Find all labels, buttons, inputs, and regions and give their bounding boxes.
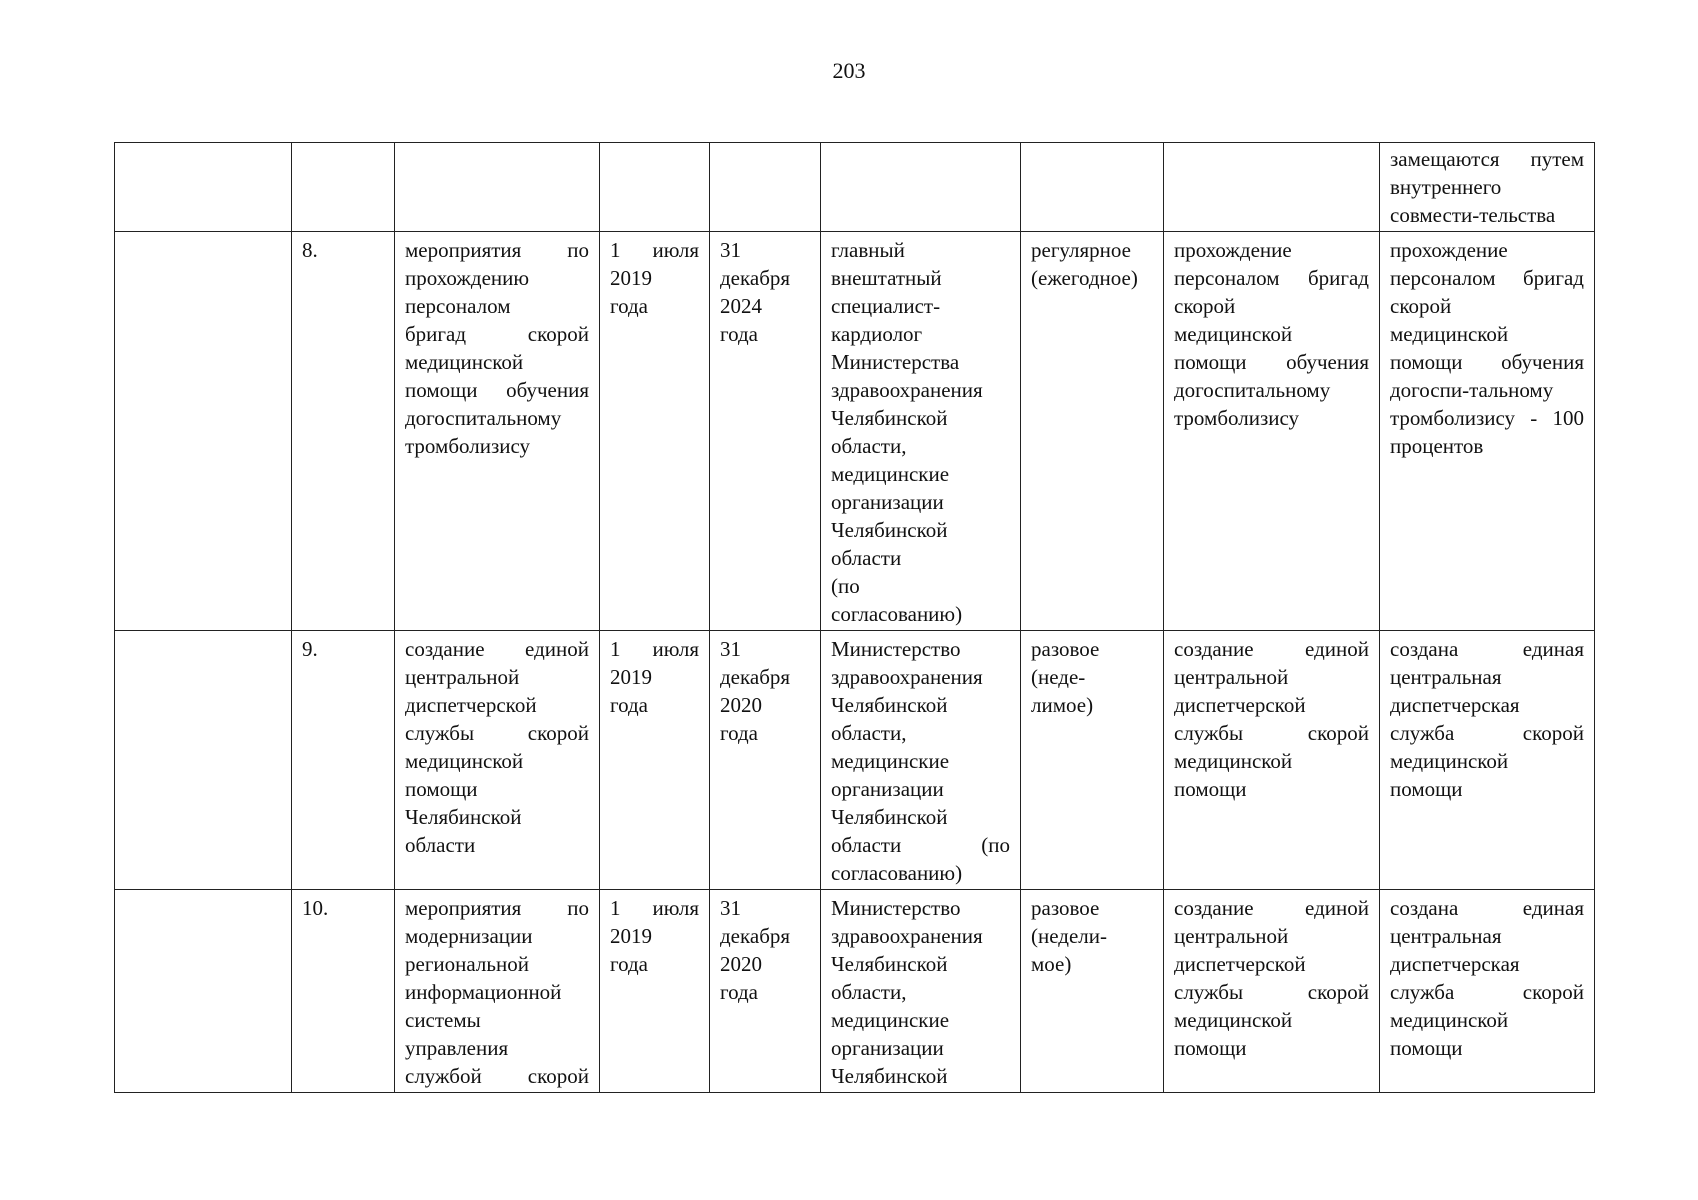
cell-text-line: медицинской: [405, 749, 524, 773]
cell-text-line: кардиолог: [831, 322, 923, 346]
cell-text-line: Челябинской: [831, 805, 948, 829]
cell-text-line: помощи обучения: [1174, 350, 1369, 374]
cell-text-line: 9.: [302, 637, 318, 661]
blank-column-cell: [115, 631, 292, 890]
cell-text-line: области: [405, 833, 476, 857]
cell-text-line: организации: [831, 1036, 944, 1060]
cell-text-line: медицинской: [1174, 322, 1293, 346]
end-date-cell: [710, 143, 821, 232]
cell-text-line: (по: [831, 574, 860, 598]
cell-text-line: года: [720, 322, 758, 346]
cell-text-line: области (по: [831, 833, 1010, 857]
cell-text-line: прохождение: [1390, 238, 1508, 262]
cell-text-line: года: [610, 952, 648, 976]
cell-text-line: догоспитальному: [405, 406, 562, 430]
indicator-cell: [1380, 890, 1595, 1093]
cell-text-line: службы скорой: [1174, 721, 1369, 745]
cell-text-line: разовое: [1031, 637, 1100, 661]
cell-text-line: 1 июля: [610, 896, 699, 920]
item-number-cell: [292, 143, 395, 232]
cell-text-line: помощи: [405, 777, 478, 801]
cell-text-line: центральной: [1174, 924, 1289, 948]
start-date-cell: [600, 143, 710, 232]
cell-text-line: организации: [831, 777, 944, 801]
blank-column-cell: [115, 890, 292, 1093]
cell-text-line: разовое: [1031, 896, 1100, 920]
cell-text-line: (ежегодное): [1031, 266, 1138, 290]
characteristic-cell: [1021, 143, 1164, 232]
cell-text-line: служба скорой: [1390, 980, 1584, 1004]
cell-text-line: года: [610, 294, 648, 318]
cell-text-line: организации: [831, 490, 944, 514]
responsible-executor-cell: [821, 631, 1021, 890]
cell-text-line: мероприятия по: [405, 896, 589, 920]
cell-text-line: помощи: [1174, 777, 1247, 801]
cell-text-line: области,: [831, 980, 907, 1004]
cell-text-line: Челябинской: [831, 406, 948, 430]
cell-text-line: года: [720, 721, 758, 745]
cell-text-line: создание единой: [1174, 896, 1369, 920]
cell-text-line: 2020: [720, 693, 762, 717]
cell-text-line: региональной: [405, 952, 529, 976]
cell-text-line: Министерства: [831, 350, 960, 374]
cell-text-line: специалист-: [831, 294, 941, 318]
cell-text-line: (недели-: [1031, 924, 1107, 948]
end-date-cell: [710, 890, 821, 1093]
characteristic-cell: [1021, 890, 1164, 1093]
activities-table: [114, 142, 1595, 1093]
item-number-cell: [292, 631, 395, 890]
end-date-cell: [710, 631, 821, 890]
expected-result-cell: [1164, 143, 1380, 232]
cell-text-line: 31: [720, 238, 741, 262]
blank-column-cell: [115, 232, 292, 631]
cell-text-line: Министерство: [831, 896, 961, 920]
cell-text-line: центральная: [1390, 665, 1502, 689]
cell-text-line: догоспитальному: [1174, 378, 1331, 402]
responsible-executor-cell: [821, 143, 1021, 232]
cell-text-line: 2024: [720, 294, 762, 318]
cell-text-line: здравоохранения: [831, 665, 983, 689]
cell-text-line: диспетчерской: [1174, 693, 1306, 717]
cell-text-line: диспетчерской: [1174, 952, 1306, 976]
cell-text-line: Челябинской: [405, 805, 522, 829]
cell-text-line: персоналом бригад: [1390, 266, 1584, 290]
cell-text-line: скорой: [1174, 294, 1236, 318]
cell-text-line: тромболизису: [1174, 406, 1300, 430]
cell-text-line: замещаются путем: [1390, 147, 1584, 171]
cell-text-line: согласованию): [831, 602, 963, 626]
cell-text-line: здравоохранения: [831, 924, 983, 948]
cell-text-line: центральной: [405, 665, 520, 689]
cell-text-line: Министерство: [831, 637, 961, 661]
cell-text-line: создание единой: [1174, 637, 1369, 661]
table-row: [115, 232, 1595, 631]
cell-text-line: Челябинской: [831, 952, 948, 976]
cell-text-line: лимое): [1031, 693, 1094, 717]
cell-text-line: внутреннего: [1390, 175, 1502, 199]
table-row: [115, 143, 1595, 232]
item-number-cell: [292, 232, 395, 631]
cell-text-line: мое): [1031, 952, 1072, 976]
cell-text-line: управления: [405, 1036, 509, 1060]
cell-text-line: 31: [720, 896, 741, 920]
cell-text-line: центральной: [1174, 665, 1289, 689]
cell-text-line: диспетчерской: [405, 693, 537, 717]
cell-text-line: службой скорой: [405, 1064, 589, 1088]
table-row: [115, 631, 1595, 890]
item-number-cell: [292, 890, 395, 1093]
cell-text-line: медицинские: [831, 749, 950, 773]
cell-text-line: догоспи-тальному: [1390, 378, 1554, 402]
cell-text-line: диспетчерская: [1390, 952, 1520, 976]
cell-text-line: медицинской: [1390, 1008, 1509, 1032]
cell-text-line: медицинской: [1390, 322, 1509, 346]
cell-text-line: 2019: [610, 266, 652, 290]
cell-text-line: службы скорой: [405, 721, 589, 745]
cell-text-line: Челябинской: [831, 693, 948, 717]
cell-text-line: медицинской: [1174, 1008, 1293, 1032]
cell-text-line: 31: [720, 637, 741, 661]
cell-text-line: года: [610, 693, 648, 717]
characteristic-cell: [1021, 232, 1164, 631]
cell-text-line: скорой: [1390, 294, 1452, 318]
activity-name-cell: [395, 143, 600, 232]
cell-text-line: декабря: [720, 924, 791, 948]
table-row: [115, 890, 1595, 1093]
activity-name-cell: [395, 890, 600, 1093]
cell-text-line: медицинской: [405, 350, 524, 374]
cell-text-line: Челябинской: [831, 1064, 948, 1088]
cell-text-line: 2020: [720, 952, 762, 976]
start-date-cell: [600, 890, 710, 1093]
cell-text-line: области,: [831, 434, 907, 458]
cell-text-line: прохождению: [405, 266, 530, 290]
page-number: 203: [832, 58, 866, 83]
cell-text-line: тромболизису - 100: [1390, 406, 1584, 430]
cell-text-line: системы: [405, 1008, 481, 1032]
cell-text-line: медицинские: [831, 1008, 950, 1032]
cell-text-line: 2019: [610, 665, 652, 689]
cell-text-line: прохождение: [1174, 238, 1292, 262]
expected-result-cell: [1164, 890, 1380, 1093]
end-date-cell: [710, 232, 821, 631]
responsible-executor-cell: [821, 890, 1021, 1093]
cell-text-line: помощи обучения: [1390, 350, 1584, 374]
indicator-cell: [1380, 232, 1595, 631]
cell-text-line: создание единой: [405, 637, 589, 661]
cell-text-line: 2019: [610, 924, 652, 948]
cell-text-line: главный: [831, 238, 905, 262]
cell-text-line: 1 июля: [610, 637, 699, 661]
cell-text-line: области: [831, 546, 902, 570]
start-date-cell: [600, 631, 710, 890]
cell-text-line: медицинские: [831, 462, 950, 486]
blank-column-cell: [115, 143, 292, 232]
cell-text-line: помощи: [1174, 1036, 1247, 1060]
cell-text-line: мероприятия по: [405, 238, 589, 262]
cell-text-line: регулярное: [1031, 238, 1131, 262]
cell-text-line: бригад скорой: [405, 322, 589, 346]
cell-text-line: внештатный: [831, 266, 942, 290]
characteristic-cell: [1021, 631, 1164, 890]
cell-text-line: медицинской: [1390, 749, 1509, 773]
cell-text-line: модернизации: [405, 924, 533, 948]
cell-text-line: персоналом: [405, 294, 511, 318]
cell-text-line: совмести-тельства: [1390, 203, 1556, 227]
cell-text-line: Челябинской: [831, 518, 948, 542]
cell-text-line: года: [720, 980, 758, 1004]
activity-name-cell: [395, 631, 600, 890]
cell-text-line: процентов: [1390, 434, 1484, 458]
cell-text-line: служба скорой: [1390, 721, 1584, 745]
cell-text-line: 1 июля: [610, 238, 699, 262]
cell-text-line: информационной: [405, 980, 562, 1004]
cell-text-line: помощи: [1390, 1036, 1463, 1060]
cell-text-line: персоналом бригад: [1174, 266, 1369, 290]
cell-text-line: создана единая: [1390, 896, 1584, 920]
expected-result-cell: [1164, 631, 1380, 890]
cell-text-line: центральная: [1390, 924, 1502, 948]
cell-text-line: (неде-: [1031, 665, 1086, 689]
activity-name-cell: [395, 232, 600, 631]
indicator-cell: [1380, 631, 1595, 890]
responsible-executor-cell: [821, 232, 1021, 631]
cell-text-line: 10.: [302, 896, 329, 920]
cell-text-line: 8.: [302, 238, 318, 262]
cell-text-line: создана единая: [1390, 637, 1584, 661]
cell-text-line: диспетчерская: [1390, 693, 1520, 717]
expected-result-cell: [1164, 232, 1380, 631]
cell-text-line: области,: [831, 721, 907, 745]
cell-text-line: помощи: [1390, 777, 1463, 801]
cell-text-line: здравоохранения: [831, 378, 983, 402]
cell-text-line: медицинской: [1174, 749, 1293, 773]
cell-text-line: службы скорой: [1174, 980, 1369, 1004]
start-date-cell: [600, 232, 710, 631]
cell-text-line: согласованию): [831, 861, 963, 885]
indicator-cell: [1380, 143, 1595, 232]
cell-text-line: помощи обучения: [405, 378, 589, 402]
cell-text-line: тромболизису: [405, 434, 531, 458]
cell-text-line: декабря: [720, 266, 791, 290]
cell-text-line: декабря: [720, 665, 791, 689]
